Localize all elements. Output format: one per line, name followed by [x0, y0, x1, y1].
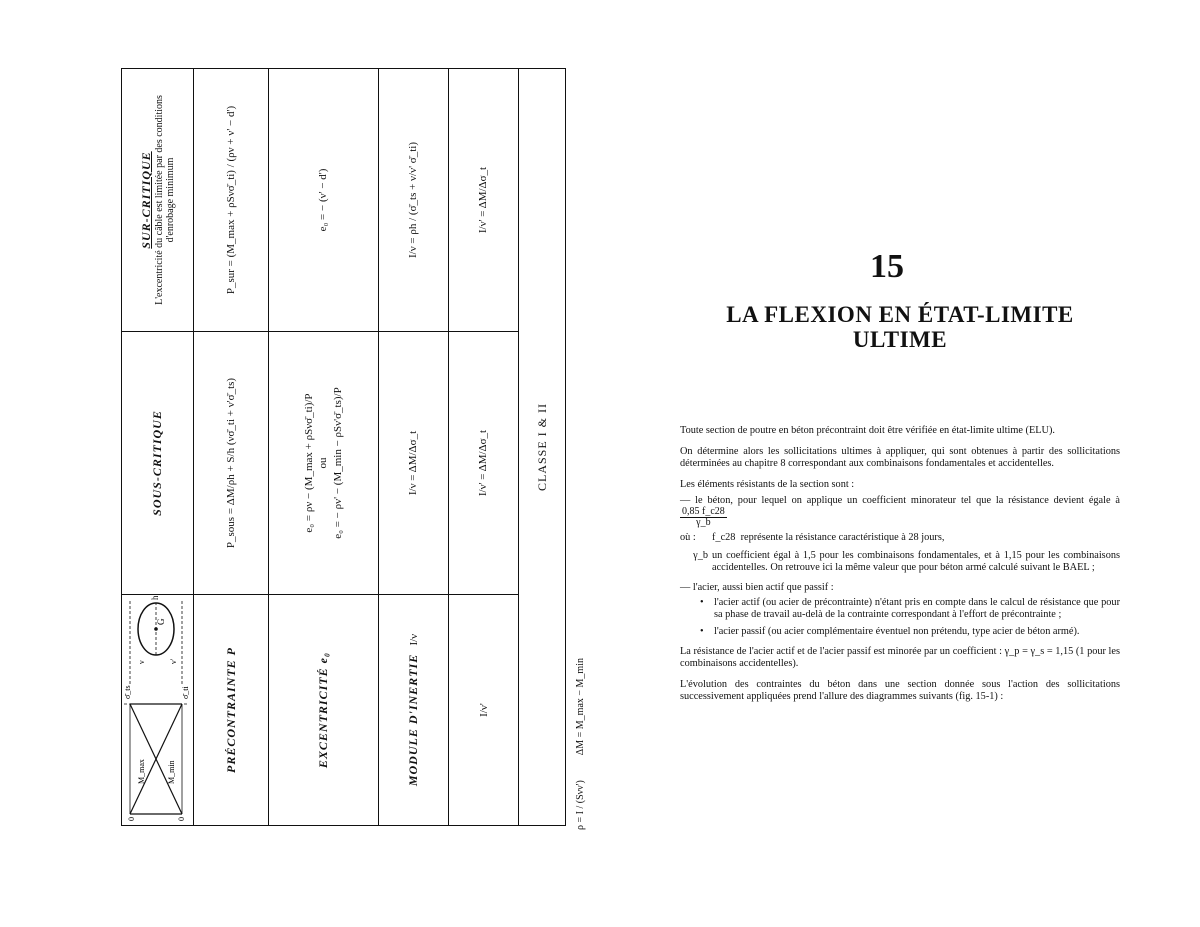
excentricite-sous-2: e₀ = − ρν' − (M_min − ρSν'σ̄_ts)/P [331, 387, 344, 539]
row-label-precontrainte: PRÉCONTRAINTE P [194, 595, 269, 826]
paragraph-2: On détermine alors les sollicitations ultimes à appliquer, qui sont obtenues à partir des sollicitations déterminées au chapitre 8 correspondant aux combinaisons fondamentales et accidentelles. [680, 445, 1120, 469]
paragraph-1: Toute section de poutre en béton précontraint doit être vérifiée en état-limite ultime (ELU). [680, 425, 1055, 436]
sigma-ts-label: σ̄_ts [123, 685, 132, 699]
precontrainte-sous: P_sous = ΔM/ρh + S/h (νσ̄_ti + ν'σ̄_ts) [194, 332, 269, 595]
bullet-dot-icon: • [700, 626, 704, 638]
section-diagram-cell [122, 595, 194, 826]
table-class-header: CLASSE I & II [519, 69, 566, 826]
footer-formulas [575, 600, 595, 830]
module-prime-sous: I/ν' = ΔM/Δσ_t [449, 332, 519, 595]
where-gamma-b: γ_b un coefficient égal à 1,5 pour les combinaisons fondamentales, et à 1,15 pour les combinaisons accidentelles. On retrouve ici la même valeur que pour béton armé calculé suivant le BAEL ; [693, 549, 1120, 573]
dash-item-beton: — le béton, pour lequel on applique un coefficient minorateur tel que la résistance devient égale à $\frac{0,85 f\_c28}{\gamma\_b}$ [680, 494, 1120, 528]
module-sous: I/ν = ΔM/Δσ_t [379, 332, 449, 595]
g-label: G [156, 618, 166, 625]
chapter-title [700, 302, 1100, 353]
chapter-number: 15 [870, 248, 904, 285]
bullet-acier-passif: • l'acier passif (ou acier complémentaire éventuel non prétendu, type acier de béton armé). [700, 626, 1080, 638]
excentricite-sous-1: e₀ = ρν − (M_max + ρSνσ̄_ti)/P [303, 393, 316, 533]
row-label-module-prime: I/ν' [449, 595, 519, 826]
excentricite-sur: e₀ = − (ν' − d') [269, 69, 379, 332]
excentricite-sous [269, 332, 379, 595]
sur-critique-header [122, 69, 194, 332]
v-prime-label: ν' [169, 658, 178, 664]
module-prime-sur: I/ν' = ΔM/Δσ_t [449, 69, 519, 332]
paragraph-4: La résistance de l'acier actif et de l'acier passif est minorée par un coefficient : γ_p = γ_s = 1,15 (1 pour les combinaisons accidentelles). [680, 646, 1120, 670]
sur-critique-label: SUR-CRITIQUE [138, 151, 153, 249]
v-label: ν [137, 660, 146, 664]
row-label-excentricite: EXCENTRICITÉ e₀ [269, 595, 379, 826]
dash-item-acier: — l'acier, aussi bien actif que passif : [680, 581, 834, 593]
precontrainte-sur: P_sur = (M_max + ρSνσ̄_ti) / (ρν + ν' − d') [194, 69, 269, 332]
excentricite-sous-or: ou [317, 457, 330, 469]
stress-diagram [122, 596, 190, 824]
h-label: h [150, 596, 160, 600]
mmax-label: M_max [137, 759, 146, 784]
sous-critique-label: SOUS-CRITIQUE [150, 410, 164, 516]
beton-fraction: $\frac{0,85 f\_c28}{\gamma\_b}$ [682, 505, 725, 528]
paragraph-3: Les éléments résistants de la section sont : [680, 478, 855, 490]
mmin-label: M_min [167, 760, 176, 784]
bullet-dot-icon: • [700, 597, 704, 609]
right-page [600, 0, 1200, 927]
sous-critique-header [122, 332, 194, 595]
delta-m-formula: ΔM = M_max − M_min [575, 658, 586, 756]
sur-critique-note: L'excentricité du câble est limitée par des conditions d'enrobage minimum [153, 95, 176, 305]
zero-top-label: 0 [127, 817, 136, 821]
sigma-ti-label: σ̄_ti [181, 686, 190, 699]
module-sur: I/ν = ρh / (σ̄_ts + ν/ν' σ̄_ti) [379, 69, 449, 332]
row-label-module: MODULE D'INERTIE I/ν [379, 595, 449, 826]
module-label-formula: I/ν [408, 633, 420, 646]
paragraph-5: L'évolution des contraintes du béton dans une section donnée sous l'action des sollicitations successivement appliquées prend l'allure des diagrammes suivants (fig. 15-1) : [680, 679, 1120, 703]
class-table [121, 68, 566, 826]
zero-bottom-label: 0 [177, 817, 186, 821]
chapter-title-line2: ULTIME [852, 327, 948, 353]
chapter-title-line1: LA FLEXION EN ÉTAT-LIMITE [726, 302, 1074, 327]
body-text [680, 425, 1120, 712]
rho-formula: ρ = I / (Sνν') [575, 780, 586, 830]
class-table-rotated [121, 96, 566, 826]
bullet-acier-actif: • l'acier actif (ou acier de précontrainte) n'étant pris en compte dans le calcul de résistance que pour sa phase de travail au-delà de la contrainte correspondant à l'effort de précontrainte ; [700, 597, 1120, 621]
where-fc28: où : f_c28 représente la résistance caractéristique à 28 jours, [680, 531, 945, 543]
